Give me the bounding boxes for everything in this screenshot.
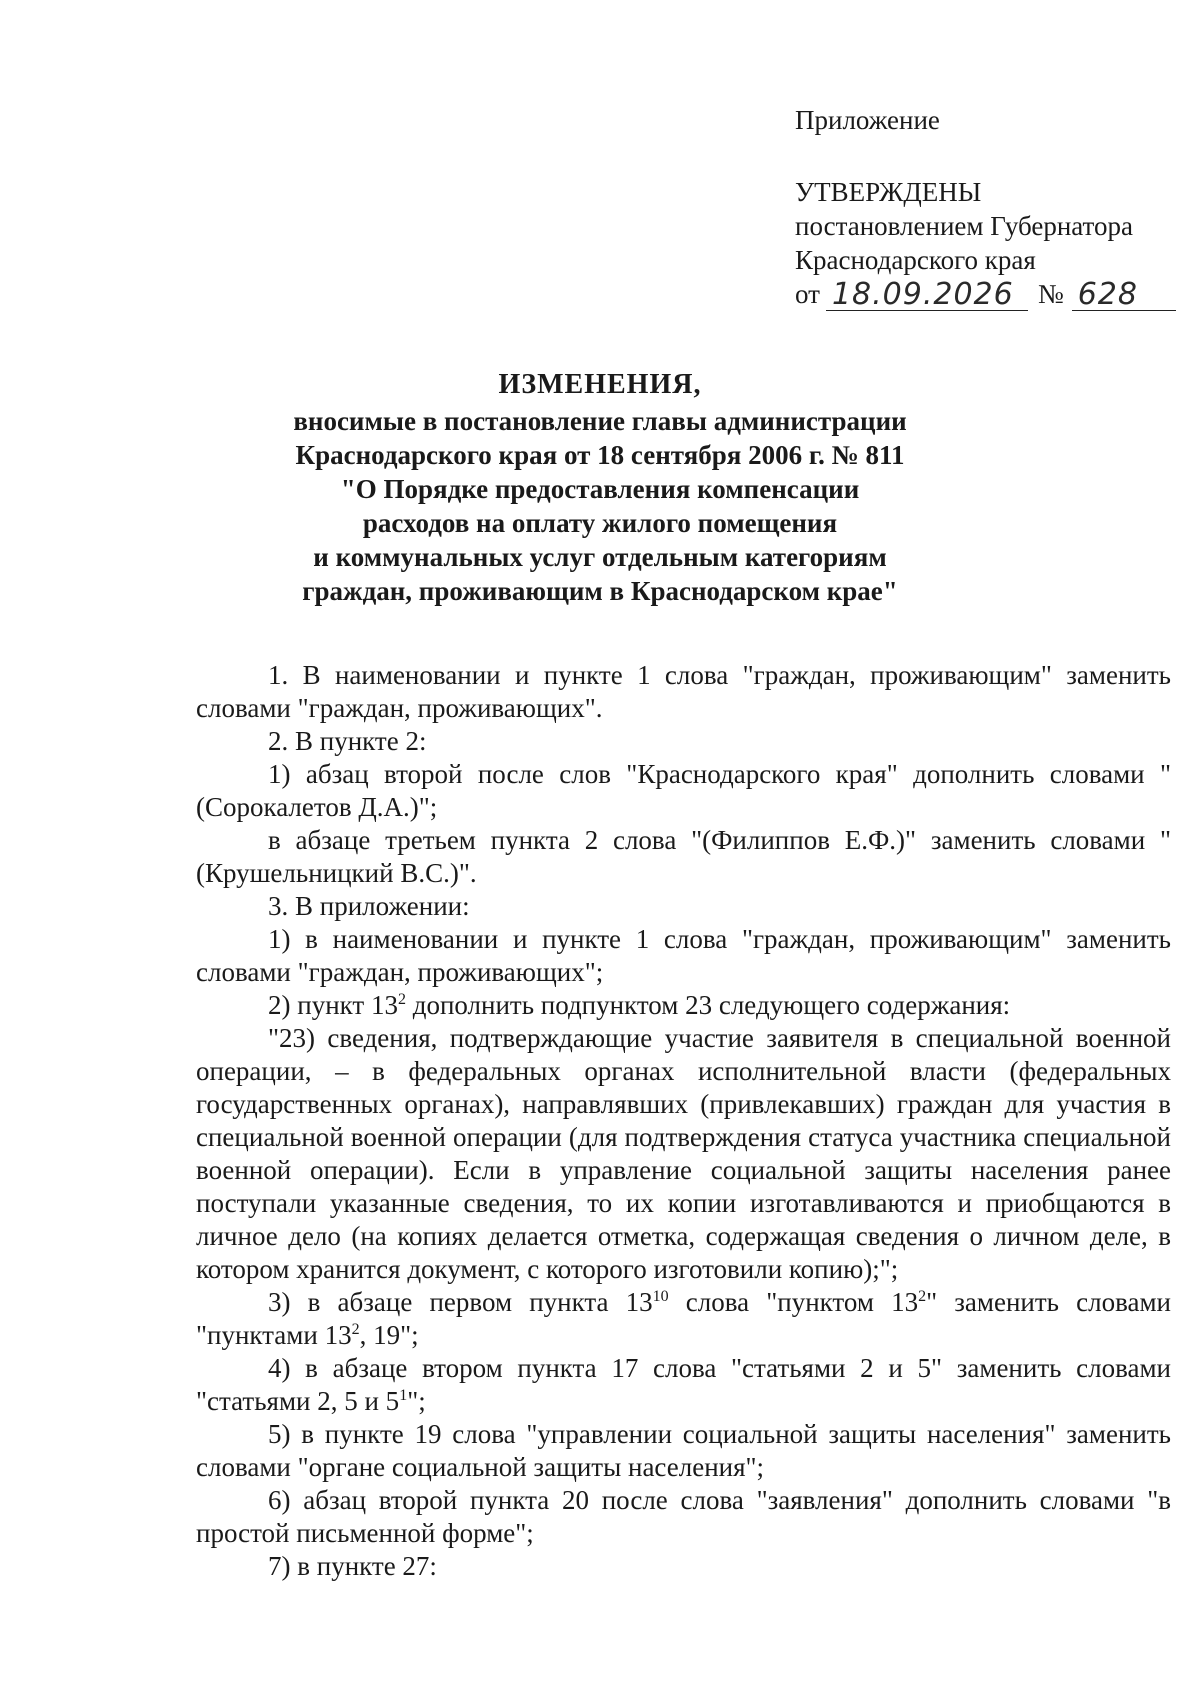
approved-label: УТВЕРЖДЕНЫ bbox=[795, 177, 982, 207]
paragraph-9-text-d: , 19"; bbox=[359, 1320, 419, 1350]
document-body bbox=[196, 659, 1171, 1583]
paragraph-11: 5) в пункте 19 слова "управлении социальной защиты населения" заменить словами "органе социальной защиты населения"; bbox=[196, 1419, 1171, 1482]
paragraph-8: "23) сведения, подтверждающие участие заявителя в специальной военной операции, – в федеральных органах исполнительной власти (федеральных государственных органах), направлявших (привлекавших) граждан для участия в специальной военной операции (для подтверждения статуса участника специальной военной операции). Если в управление социальной защиты населения ранее поступали указанные сведения, то их копии изготавливаются и приобщаются в личное дело (на копиях делается отметка, содержащая сведения о личном деле, в котором хранится документ, с которого изготовили копию);"; bbox=[196, 1023, 1171, 1284]
title-line-1: вносимые в постановление главы администрации bbox=[293, 406, 907, 436]
document-title bbox=[0, 368, 1200, 608]
paragraph-12: 6) абзац второй пункта 20 после слова "заявления" дополнить словами "в простой письменной форме"; bbox=[196, 1485, 1171, 1548]
paragraph-10-text-a: 4) в абзаце втором пункта 17 слова "статьями 2 и 5" заменить словами "статьями 2, 5 и 5 bbox=[196, 1353, 1171, 1416]
paragraph-7-superscript: 2 bbox=[397, 991, 406, 1008]
paragraph-9-superscript-3: 2 bbox=[351, 1321, 360, 1338]
annex-label: Приложение bbox=[795, 105, 940, 135]
approval-block bbox=[795, 103, 1176, 311]
paragraph-7 bbox=[196, 989, 1171, 1022]
paragraph-9-superscript-2: 2 bbox=[918, 1288, 927, 1305]
paragraph-1: 1. В наименовании и пункте 1 слова "граждан, проживающим" заменить словами "граждан, проживающих". bbox=[196, 660, 1171, 723]
title-line-5: и коммунальных услуг отдельным категориям bbox=[313, 542, 887, 572]
paragraph-2: 2. В пункте 2: bbox=[268, 726, 427, 756]
paragraph-10-superscript: 1 bbox=[399, 1387, 408, 1404]
paragraph-9-superscript-1: 10 bbox=[652, 1288, 669, 1305]
approved-by-line-2: Краснодарского края bbox=[795, 245, 1036, 275]
paragraph-9 bbox=[196, 1286, 1171, 1352]
title-line-2: Краснодарского края от 18 сентября 2006 г. № 811 bbox=[295, 440, 905, 470]
date-number-line bbox=[795, 277, 1176, 311]
paragraph-9-text-a: 3) в абзаце первом пункта 13 bbox=[268, 1287, 653, 1317]
from-label: от bbox=[795, 279, 820, 309]
paragraph-3: 1) абзац второй после слов "Краснодарского края" дополнить словами "(Сорокалетов Д.А.)"; bbox=[196, 759, 1171, 822]
number-sign: № bbox=[1037, 279, 1064, 309]
paragraph-4: в абзаце третьем пункта 2 слова "(Филиппов Е.Ф.)" заменить словами "(Крушельницкий В.С.)". bbox=[196, 825, 1171, 888]
paragraph-9-text-b: слова "пунктом 13 bbox=[668, 1287, 919, 1317]
paragraph-10-text-b: "; bbox=[407, 1386, 426, 1416]
paragraph-9-text-c: " заменить словами "пунктами 13 bbox=[196, 1287, 1172, 1350]
handwritten-date: 18.09.2026 bbox=[826, 280, 1028, 311]
title-heading: ИЗМЕНЕНИЯ, bbox=[498, 369, 702, 400]
paragraph-13: 7) в пункте 27: bbox=[268, 1551, 437, 1581]
title-line-4: расходов на оплату жилого помещения bbox=[362, 508, 838, 538]
approved-by-line-1: постановлением Губернатора bbox=[795, 211, 1133, 241]
title-line-3: "О Порядке предоставления компенсации bbox=[340, 474, 860, 504]
title-line-6: граждан, проживающим в Краснодарском крае" bbox=[302, 576, 898, 606]
paragraph-5: 3. В приложении: bbox=[268, 891, 470, 921]
paragraph-7-text-b: дополнить подпунктом 23 следующего содержания: bbox=[405, 990, 1011, 1020]
paragraph-6: 1) в наименовании и пункте 1 слова "граждан, проживающим" заменить словами "граждан, проживающих"; bbox=[196, 924, 1171, 987]
paragraph-10 bbox=[196, 1352, 1171, 1418]
handwritten-number: 628 bbox=[1072, 280, 1176, 311]
paragraph-7-text-a: 2) пункт 13 bbox=[268, 990, 398, 1020]
